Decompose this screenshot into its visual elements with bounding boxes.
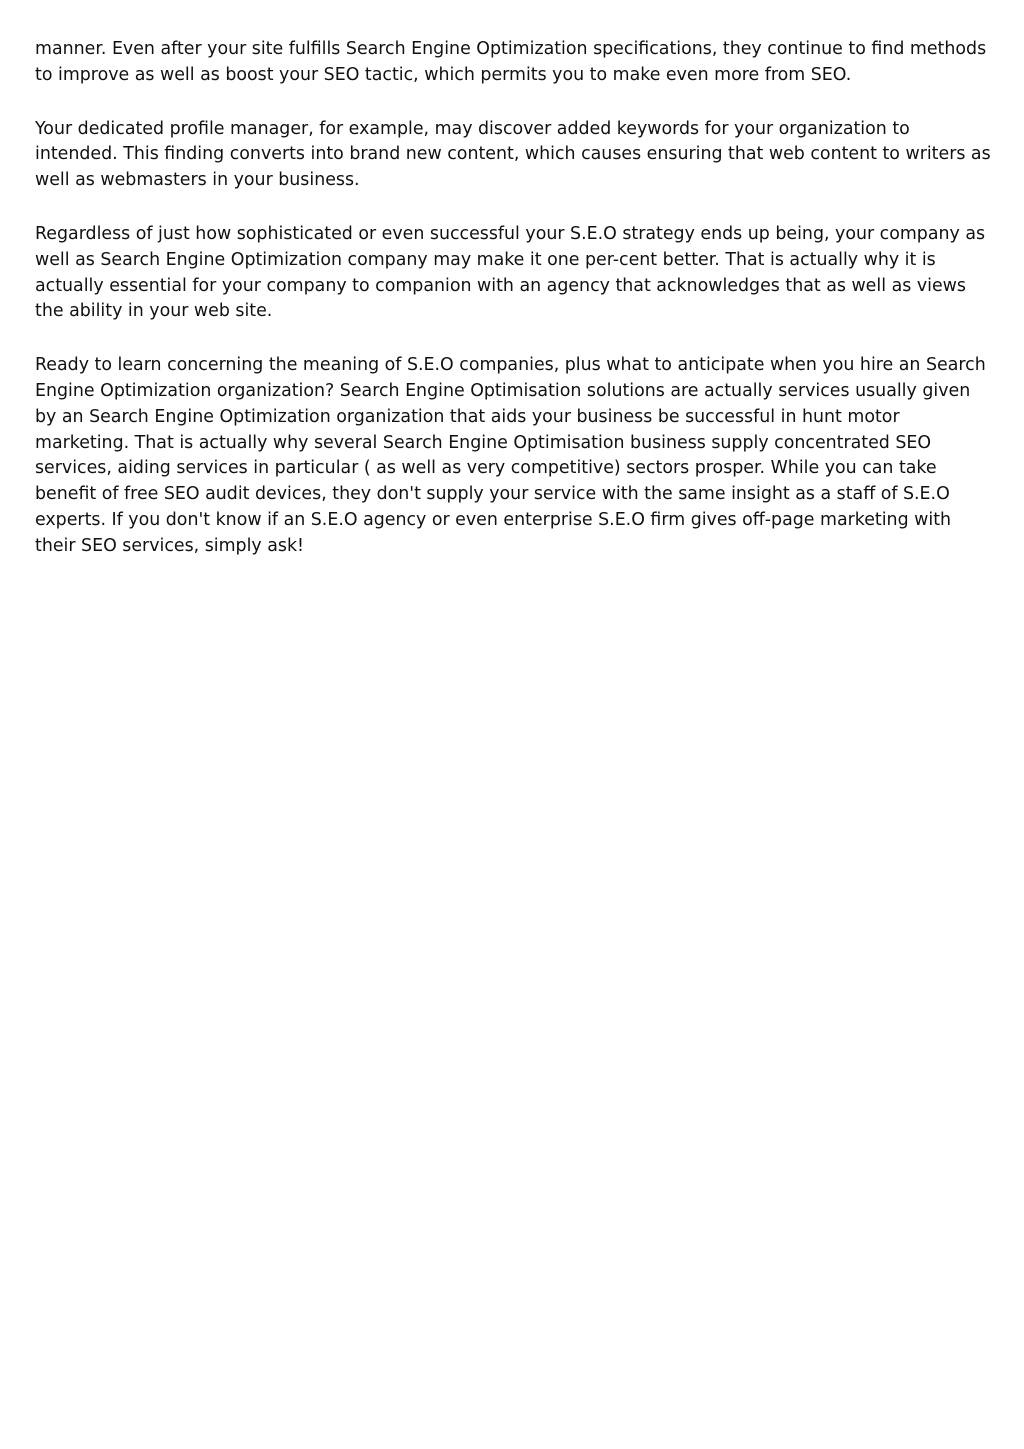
paragraph: manner. Even after your site fulfills Search Engine Optimization specifications, they continue to find methods to improve as well as boost your SEO tactic, which permits you to make even more from SEO. bbox=[35, 39, 987, 85]
paragraph: Your dedicated profile manager, for example, may discover added keywords for your organization to intended. This finding converts into brand new content, which causes ensuring that web content to writers as well as webmasters in your business. bbox=[35, 118, 991, 191]
paragraph: Regardless of just how sophisticated or even successful your S.E.O strategy ends up being, your company as well as Search Engine Optimization company may make it one per-cent better. That is actually why it is actually essential for your company to companion with an agency that acknowledges that as well as views the ability in your web site. bbox=[35, 223, 986, 322]
document-body bbox=[35, 37, 995, 588]
paragraph: Ready to learn concerning the meaning of S.E.O companies, plus what to anticipate when you hire an Search Engine Optimization organization? Search Engine Optimisation solutions are actually services usually given by an Search Engine Optimization organization that aids your business be successful in hunt motor marketing. That is actually why several Search Engine Optimisation business supply concentrated SEO services, aiding services in particular ( as well as very competitive) sectors prosper. While you can take benefit of free SEO audit devices, they don't supply your service with the same insight as a staff of S.E.O experts. If you don't know if an S.E.O agency or even enterprise S.E.O firm gives off-page marketing with their SEO services, simply ask! bbox=[35, 355, 986, 556]
